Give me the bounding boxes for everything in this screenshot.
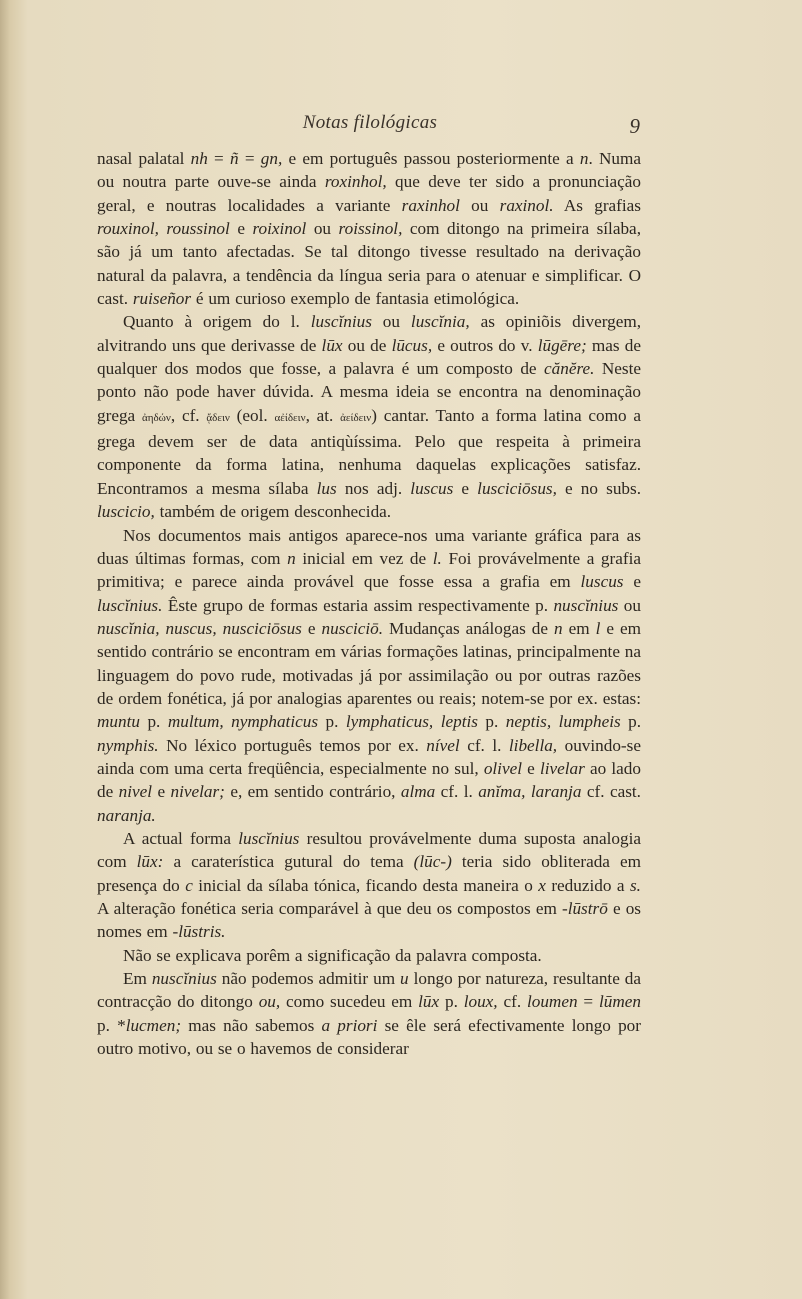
body-text — [97, 147, 641, 1060]
paragraph: A actual forma luscĭnius resultou provávelmente duma suposta analogia com lūx: a caraterística gutural do tema (lūc-) teria sido obliterada em presença do c inicial da sílaba tónica, ficando desta maneira o x reduzido a s. A alteração fonética seria comparável à que deu os compostos em -lūstrō e os nomes em -lūstris. — [97, 828, 641, 942]
paragraph: nasal palatal nh = ñ = gn, e em português passou posteriormente a n. Numa ou noutra parte ouve-se ainda roxinhol, que deve ter sido a pronunciação geral, e noutras localidades a variante raxinhol ou raxinol. As grafias rouxinol, roussinol e roixinol ou roissinol, com ditongo na primeira sílaba, são já um tanto afectadas. Se tal ditongo tivesse resultado na derivação natural da palavra, a tendência da língua seria para o atenuar e simplificar. O cast. ruiseñor é um curioso exemplo de fantasia etimológica. — [97, 149, 641, 309]
paragraph: Nos documentos mais antigos aparece-nos uma variante gráfica para as duas últimas formas, com n inicial em vez de l. Foi provávelmente a grafia primitiva; e parece ainda provável que fosse essa a grafia em luscus e luscĭnius. Êste grupo de formas estaria assim respectivamente p. nuscĭnius ou nuscĭnia, nuscus, nusciciōsus e nusciciō. Mudanças análogas de n em l e em sentido contrário se encontram em várias formações latinas, principalmente na linguagem do povo rude, motivadas já por assimilação ou por outras razões de ordem fonética, já por analogias aparentes ou reais; notem-se por ex. estas: muntu p. multum, nymphaticus p. lymphaticus, leptis p. neptis, lumpheis p. nymphis. No léxico português temos por ex. nível cf. l. libella, ouvindo-se ainda com uma certa freqüência, especialmente no sul, olivel e livelar ao lado de nivel e nivelar; e, em sentido contrário, alma cf. l. anĭma, laranja cf. cast. naranja. — [97, 525, 642, 825]
running-title: Notas filológicas — [302, 112, 438, 133]
running-head — [96, 104, 644, 144]
page-number: 9 — [629, 114, 640, 138]
paragraph: Quanto à origem do l. luscĭnius ou luscĭnia, as opiniõis divergem, alvitrando uns que derivasse de lūx ou de lūcus, e outros do v. lūgēre; mas de qualquer dos modos que fosse, a palavra é um composto de cănĕre. Neste ponto não pode haver dúvida. A mesma ideia se encontra na denominação grega ἀηδών, cf. ᾄδειν (eol. αἐίδειν, at. ἀείδειν) cantar. Tanto a forma latina como a grega devem ser de data antiqùíssima. Pelo que respeita à primeira componente da forma latina, nenhuma daquelas explicações satisfaz. Encontramos a mesma sílaba lus nos adj. luscus e lusciciōsus, e no subs. luscicio, também de origem desconhecida. — [97, 312, 642, 522]
paragraph: Em nuscĭnius não podemos admitir um u longo por natureza, resultante da contracção do ditongo ou, como sucedeu em lūx p. loux, cf. loumen = lūmen p. *lucmen; mas não sabemos a priori se êle será efectivamente longo por outro motivo, ou se o havemos de considerar — [97, 969, 641, 1059]
paragraph: Não se explicava porêm a significação da palavra composta. — [123, 945, 542, 965]
